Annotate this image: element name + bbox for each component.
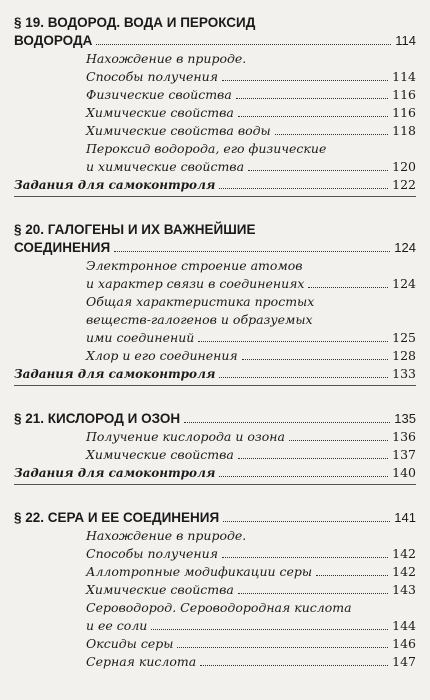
page-number: 142 [392,546,416,561]
page-number: 136 [392,429,416,444]
leader-dots [96,44,391,45]
entry-text: Химические свойства [86,105,234,120]
entry-text-line: Нахождение в природе. [86,528,247,543]
entry-text: Оксиды серы [86,636,174,651]
section-heading-line[interactable] [14,32,416,50]
leader-dots [316,575,388,576]
entry-text: Получение кислорода и озона [86,429,285,444]
tasks-label: Задания для самоконтроля [14,466,216,480]
entry-last-line [86,68,416,86]
page-number: 135 [394,411,416,426]
entry-text-line: Общая характеристика простых [86,294,315,309]
entry-text: Аллотропные модификации серы [86,564,313,579]
section-heading-line [14,221,416,239]
page-number: 141 [394,510,416,525]
entry-text: Способы получения [86,546,218,561]
leader-dots [219,476,388,477]
page-number: 144 [392,618,416,633]
leader-dots [248,170,388,171]
entry-text: и характер связи в соединениях [86,276,305,291]
page-number: 116 [392,105,416,120]
toc-entry[interactable] [14,257,416,293]
section-divider [14,385,416,386]
toc-entry[interactable] [14,563,416,581]
entry-last-line [86,653,416,671]
section-gap [14,396,416,410]
page-number: 114 [392,69,416,84]
leader-dots [219,377,388,378]
section-heading-text: СОЕДИНЕНИЯ [14,240,111,255]
entry-last-line [86,581,416,599]
toc-section [14,14,416,197]
section-divider [14,196,416,197]
page-number: 118 [392,123,416,138]
toc-entry[interactable] [14,599,416,635]
toc-entry[interactable] [14,104,416,122]
leader-dots [177,647,388,648]
section-heading-line [14,14,416,32]
entry-text-line: веществ-галогенов и образуемых [86,312,313,327]
entry-text: и ее соли [86,618,148,633]
entry-text-line: Электронное строение атомов [86,258,303,273]
entry-text: Химические свойства [86,582,234,597]
page-number: 146 [392,636,416,651]
tasks-label: Задания для самоконтроля [14,367,216,381]
entry-last-line [86,122,416,140]
page-number: 147 [392,654,416,669]
toc-entry[interactable] [14,347,416,365]
toc-entry[interactable] [14,527,416,563]
toc-entry[interactable] [14,86,416,104]
page-number: 114 [395,33,416,48]
leader-dots [200,665,388,666]
leader-dots [238,458,388,459]
toc-entry[interactable] [14,293,416,347]
entry-text: Способы получения [86,69,218,84]
page-number: 125 [392,330,416,345]
leader-dots [275,134,388,135]
page-number: 133 [392,366,416,381]
entry-text: Химические свойства воды [86,123,271,138]
leader-dots [223,521,390,522]
self-control-tasks[interactable] [14,464,416,482]
toc-entry[interactable] [14,446,416,464]
entry-text-line: Пероксид водорода, его физические [86,141,327,156]
leader-dots [114,251,390,252]
toc-entry[interactable] [14,140,416,176]
entry-text: Химические свойства [86,447,234,462]
toc-section [14,221,416,386]
leader-dots [289,440,388,441]
toc-entry[interactable] [14,428,416,446]
section-heading-text: § 20. ГАЛОГЕНЫ И ИХ ВАЖНЕЙШИЕ [14,222,256,237]
entry-text: ими соединений [86,330,195,345]
section-heading-line[interactable] [14,239,416,257]
leader-dots [198,341,388,342]
entry-last-line [86,635,416,653]
entry-last-line [86,275,416,293]
section-heading-text: § 19. ВОДОРОД. ВОДА И ПЕРОКСИД [14,15,256,30]
section-gap [14,495,416,509]
entry-text-line: Сероводород. Сероводородная кислота [86,600,352,615]
entry-last-line [86,617,416,635]
page-number: 116 [392,87,416,102]
entry-text: и химические свойства [86,159,245,174]
section-heading-line[interactable] [14,410,416,428]
page-number: 142 [392,564,416,579]
page-number: 122 [392,177,416,192]
entry-text: Физические свойства [86,87,232,102]
leader-dots [222,557,388,558]
section-heading-text: § 21. КИСЛОРОД И ОЗОН [14,411,181,426]
section-heading-text: § 22. СЕРА И ЕЕ СОЕДИНЕНИЯ [14,510,220,525]
toc-entry[interactable] [14,581,416,599]
entry-last-line [86,563,416,581]
entry-last-line [86,347,416,365]
leader-dots [238,593,388,594]
self-control-tasks[interactable] [14,365,416,383]
page-number: 124 [392,276,416,291]
section-divider [14,484,416,485]
tasks-label: Задания для самоконтроля [14,178,216,192]
entry-text: Серная кислота [86,654,197,669]
toc-entry[interactable] [14,50,416,86]
leader-dots [236,98,388,99]
entry-last-line [86,446,416,464]
entry-text: Хлор и его соединения [86,348,238,363]
section-heading-line[interactable] [14,509,416,527]
toc-entry[interactable] [14,122,416,140]
entry-last-line [86,158,416,176]
leader-dots [184,422,390,423]
entry-last-line [86,329,416,347]
toc-entry[interactable] [14,653,416,671]
page-number: 120 [392,159,416,174]
leader-dots [242,359,388,360]
entry-last-line [86,545,416,563]
leader-dots [308,287,388,288]
toc-section [14,410,416,485]
entry-last-line [86,104,416,122]
page-number: 124 [394,240,416,255]
entry-text-line: Нахождение в природе. [86,51,247,66]
leader-dots [238,116,388,117]
entry-last-line [86,428,416,446]
leader-dots [219,188,388,189]
section-gap [14,207,416,221]
toc-entry[interactable] [14,635,416,653]
section-heading-text: ВОДОРОДА [14,33,93,48]
self-control-tasks[interactable] [14,176,416,194]
page-number: 143 [392,582,416,597]
page-number: 140 [392,465,416,480]
toc-section [14,509,416,671]
page-number: 128 [392,348,416,363]
entry-last-line [86,86,416,104]
leader-dots [222,80,388,81]
page-number: 137 [392,447,416,462]
leader-dots [151,629,388,630]
